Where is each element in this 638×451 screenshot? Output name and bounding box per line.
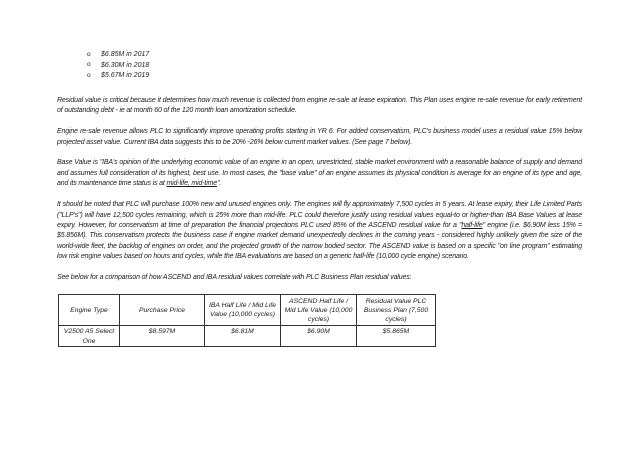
header-iba-value: IBA Half Life / Mid Life Value (10,000 cycles) xyxy=(205,295,281,326)
new-engines-text-end: " engine (i.e. $6.90M less 15% = $5.856M). This conservatism protects the business case if engine market demand unexpectedly declines in the coming years - considered highly unlikely given the size of the world-wide fleet, the backlog of engines on order, and the projected growth of the narrow bodied sector. The ASCEND value is based on a specific "on line program" estimating low risk engine values based on hours and cycles, while the IBA evaluations are based on a generic half-life (10,000 cycle engine) scenario. xyxy=(57,221,582,261)
mid-life-link[interactable]: mid-life, mid-time xyxy=(166,180,218,188)
list-item: o $6.85M in 2017 xyxy=(87,50,582,61)
list-item: o $5.67M in 2019 xyxy=(87,71,582,82)
paragraph-comparison-intro: See below for a comparison of how ASCEND and IBA residual values correlate with PLC Business Plan residual values: xyxy=(57,274,412,282)
list-item: o $6.30M in 2018 xyxy=(87,61,582,72)
header-plc-residual: Residual Value PLC Business Plan (7,500 cycles) xyxy=(357,295,436,326)
document-page xyxy=(57,50,582,347)
paragraph-new-engines xyxy=(57,200,582,262)
cell-iba-value: $6.81M xyxy=(205,326,281,346)
table-header-row xyxy=(59,295,436,326)
header-ascend-value: ASCEND Half Life / Mid Life Value (10,000 cycles) xyxy=(281,295,357,326)
header-purchase-price: Purchase Price xyxy=(120,295,205,326)
paragraph-residual-value: Residual value is critical because it determines how much revenue is collected from engine re-sale at lease expiration. This Plan uses engine re-sale revenue for early retirement of outstanding debt - ie at month 60 of the 120 month loan amortization schedule. xyxy=(57,96,582,115)
half-life-link[interactable]: half-life xyxy=(461,221,483,229)
new-engines-text: It should be noted that PLC will purchase 100% new and unused engines only. The engines will fly approximately 7,500 cycles in 5 years. At lease expiry, their Life Limited Parts ("LLP's") will have 12,500 cycles remaining, which is 25% more than mid-life. PLC could therefore justify using residual values equal-to or higher-than IBA Base Values at lease expiry. However, for conservatism at time of preparation the financial projections PLC used 85% of the ASCEND residual value for a " xyxy=(57,201,582,229)
residual-value-list xyxy=(87,50,582,82)
paragraph-resale-revenue: Engine re-sale revenue allows PLC to significantly improve operating profits starting in YR 6. For added conservatism, PLC's business model uses a residual value 15% below projected asset value. Current IBA data suggests this to be 20% -26% below current market values. (See page 7 below). xyxy=(57,128,582,146)
base-value-text-end: ". xyxy=(217,180,222,188)
table-row xyxy=(59,326,436,346)
cell-engine-type: V2500 A5 Select One xyxy=(59,326,120,346)
header-engine-type: Engine Type xyxy=(59,295,120,326)
paragraph-base-value xyxy=(57,158,582,189)
base-value-text: Base Value is "IBA's opinion of the underlying economic value of an engine in an open, unrestricted, stable market environment with a reasonable balance of supply and demand and assumes full consideration of its highest, best use. In most cases, the "base value" of an engine assumes its physical condition is average for an engine of its type and age, and its maintenance time status is at xyxy=(57,159,582,188)
residual-value-table xyxy=(58,294,436,346)
cell-plc-residual: $5.865M xyxy=(357,326,436,346)
cell-purchase-price: $8.597M xyxy=(120,326,205,346)
cell-ascend-value: $6.90M xyxy=(281,326,357,346)
